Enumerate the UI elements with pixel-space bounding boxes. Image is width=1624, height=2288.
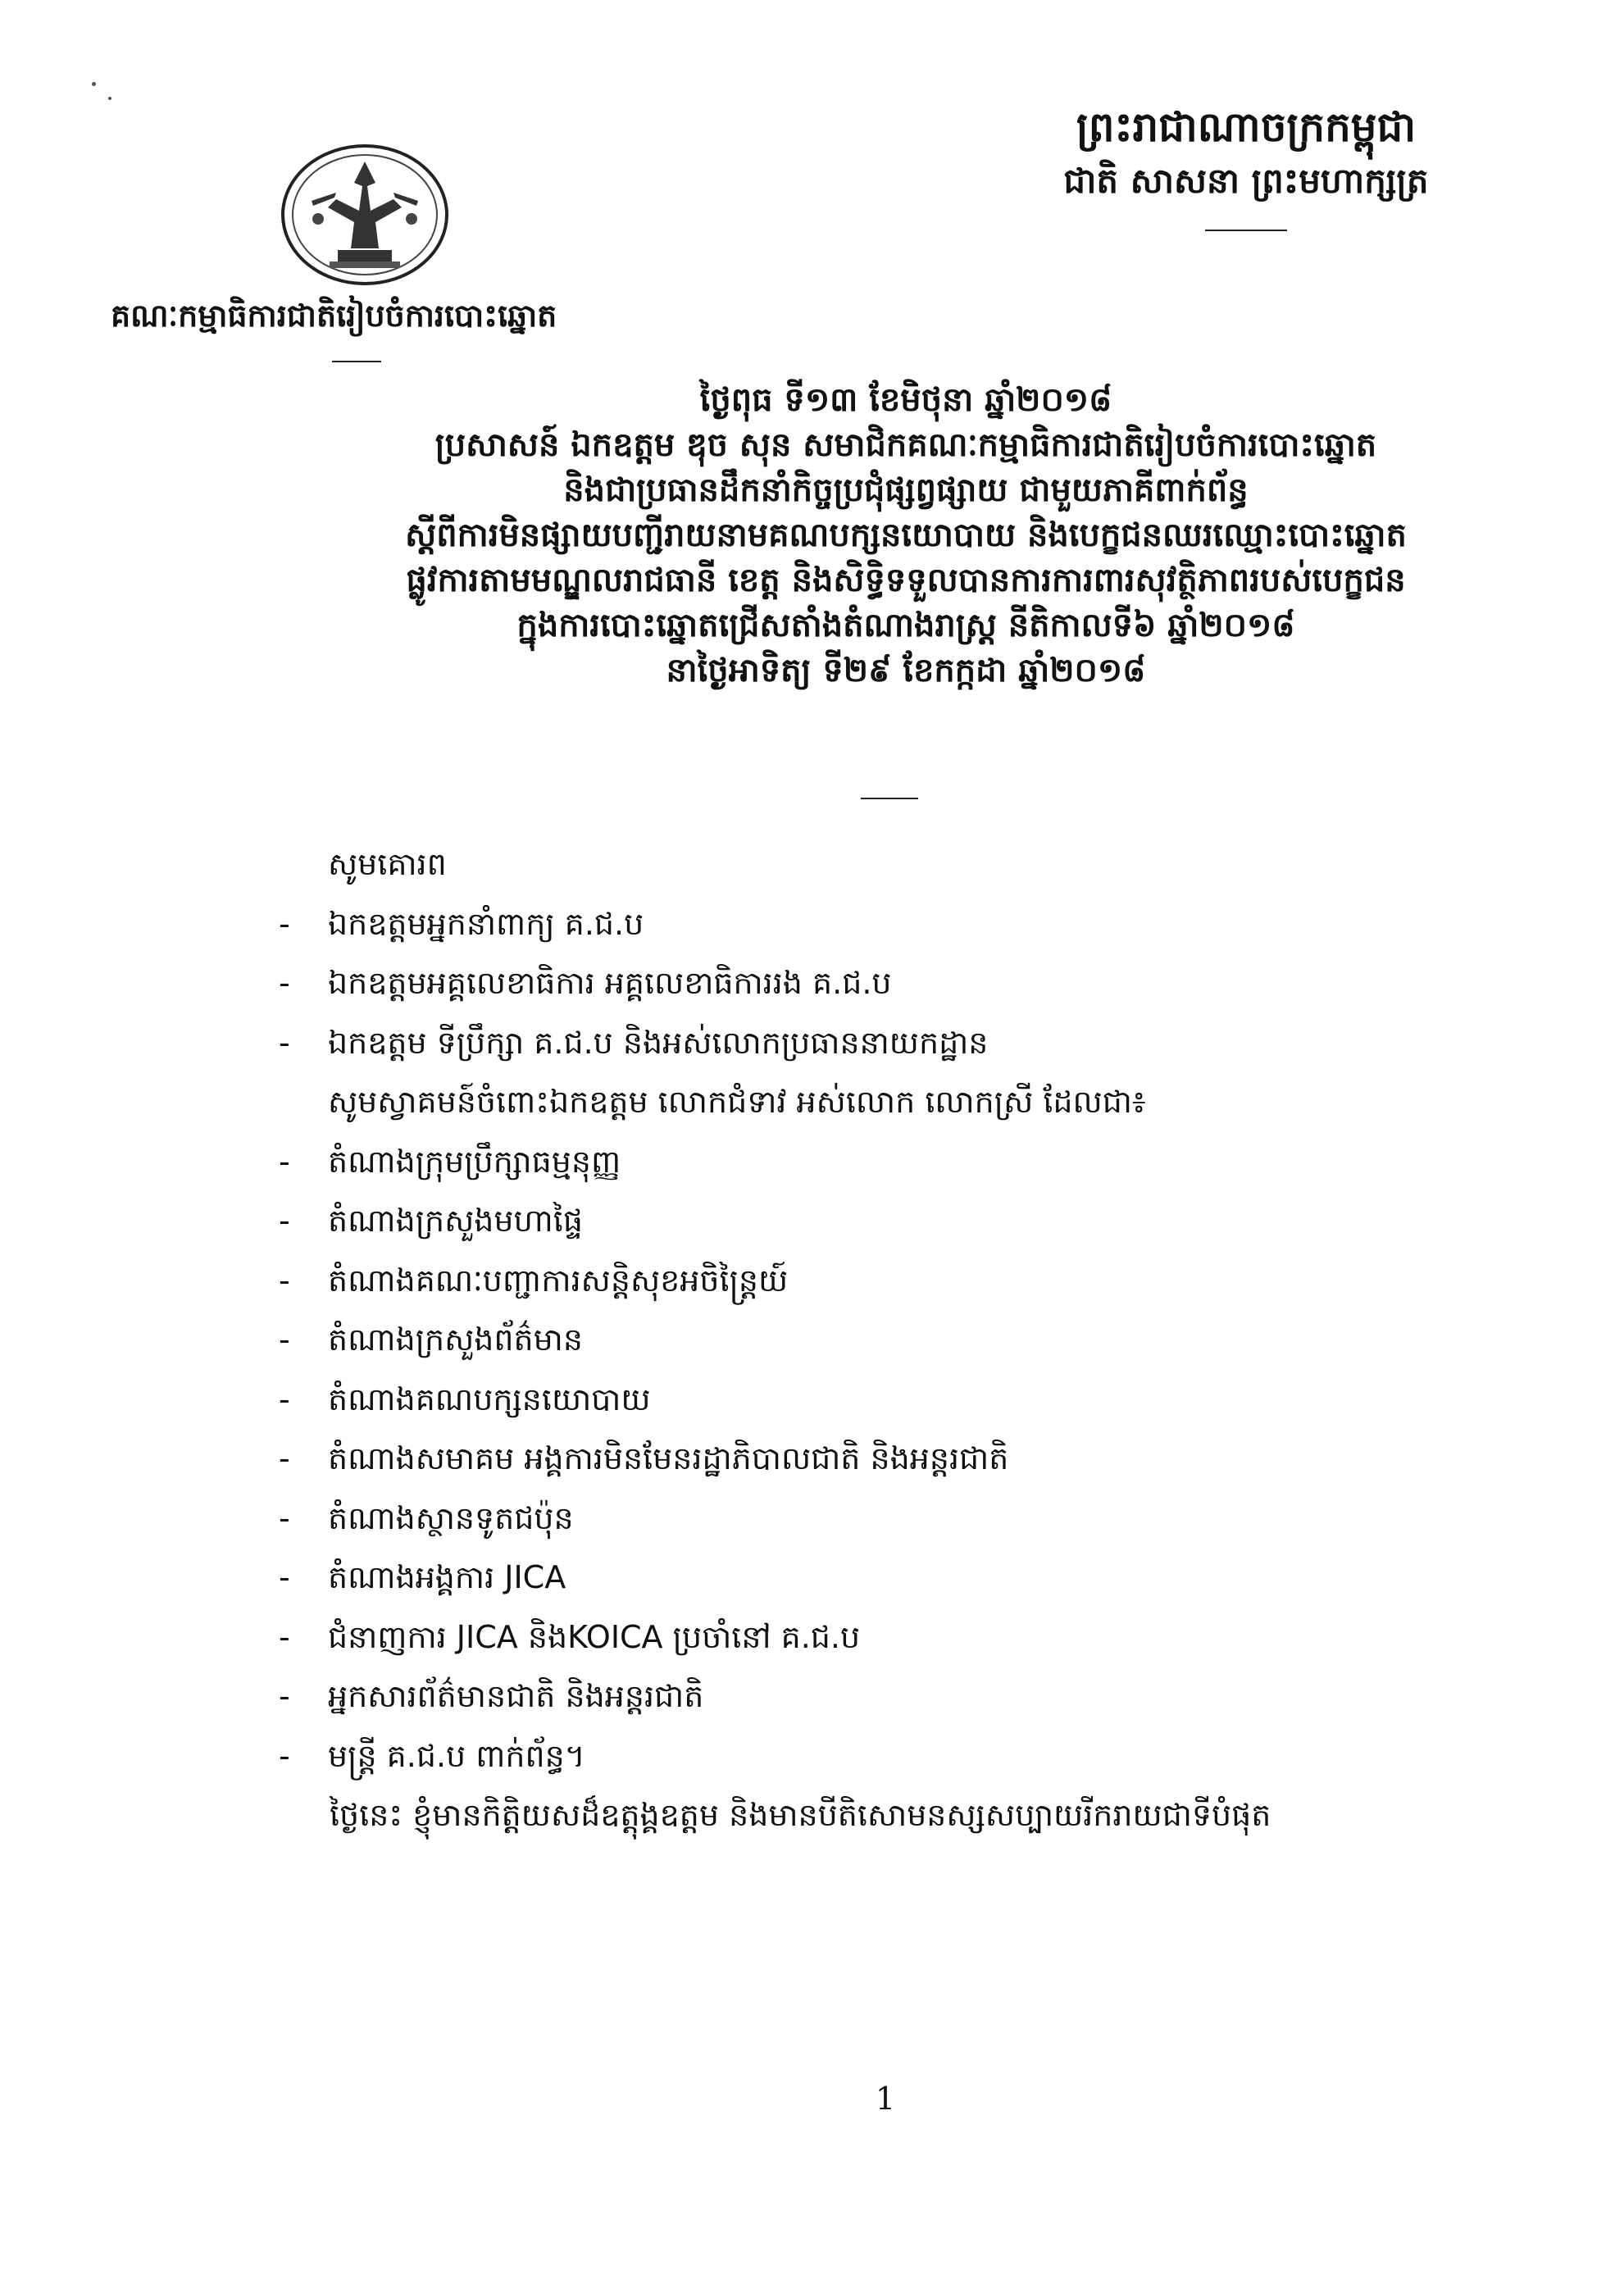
list-item: - តំណាងអង្គការ JICA bbox=[279, 1559, 566, 1595]
motto-ornament bbox=[1205, 230, 1287, 231]
agency-name: គណៈកម្មាធិការជាតិរៀបចំការបោះឆ្នោត bbox=[111, 297, 557, 334]
list-item: - តំណាងក្រសួងមហាផ្ទៃ bbox=[279, 1203, 583, 1239]
header-line: ស្តីពីការមិនផ្សាយបញ្ជីរាយនាមគណបក្សនយោបាយ និងបេក្ខជនឈរឈ្មោះបោះឆ្នោត bbox=[405, 516, 1407, 554]
scan-speck bbox=[108, 97, 111, 100]
nec-emblem-icon bbox=[279, 143, 451, 287]
header-line: ប្រសាសន៍ ឯកឧត្តម ឌុច សុន សមាជិកគណៈកម្មាធិការជាតិរៀបចំការបោះឆ្នោត bbox=[434, 425, 1377, 464]
list-item: - តំណាងគណបក្សនយោបាយ bbox=[279, 1381, 651, 1417]
header-event-date: នាថ្ងៃអាទិត្យ ទី២៩ ខែកក្កដា ឆ្នាំ២០១៨ bbox=[666, 651, 1146, 689]
header-date: ថ្ងៃពុធ ទី១៣ ខែមិថុនា ឆ្នាំ២០១៨ bbox=[699, 380, 1112, 419]
salutation: សូមគោរព bbox=[328, 846, 447, 882]
header-line: ផ្លូវការតាមមណ្ឌលរាជធានី ខេត្ត និងសិទ្ធិទទួលបានការការពារសុវត្ថិភាពរបស់បេក្ខជន bbox=[406, 561, 1406, 599]
list-item: - តំណាងក្រុមប្រឹក្សាធម្មនុញ្ញ bbox=[279, 1143, 621, 1180]
welcome-line: សូមស្វាគមន៍ចំពោះឯកឧត្តម លោកជំទាវ អស់លោក លោកស្រី ដែលជា៖ bbox=[328, 1084, 1146, 1120]
list-item: - ជំនាញការ JICA និងKOICA ប្រចាំនៅ គ.ជ.ប bbox=[279, 1618, 861, 1655]
list-item: - តំណាងគណៈបញ្ជាការសន្តិសុខអចិន្ត្រៃយ៍ bbox=[279, 1262, 789, 1299]
letterhead-motto bbox=[1000, 98, 1492, 231]
page-number: 1 bbox=[875, 2081, 896, 2117]
list-item: - មន្ត្រី គ.ជ.ប ពាក់ព័ន្ធ។ bbox=[279, 1737, 585, 1774]
list-item: - តំណាងសមាគម អង្គការមិនមែនរដ្ឋាភិបាលជាតិ និងអន្តរជាតិ bbox=[279, 1440, 1009, 1476]
list-item: - អ្នកសារព័ត៌មានជាតិ និងអន្តរជាតិ bbox=[279, 1678, 704, 1714]
list-item: - តំណាងស្ថានទូតជប៉ុន bbox=[279, 1499, 574, 1536]
list-item: - ឯកឧត្តម ទីប្រឹក្សា គ.ជ.ប និងអស់លោកប្រធាននាយកដ្ឋាន bbox=[279, 1024, 989, 1061]
header-ornament bbox=[861, 798, 918, 799]
agency-ornament bbox=[332, 361, 381, 362]
opening-paragraph: ថ្ងៃនេះ ខ្ញុំមានកិត្តិយសដ៏ឧត្តុង្គឧត្តម និងមានបីតិសោមនស្សសប្បាយរីករាយជាទីបំផុត bbox=[330, 1797, 1271, 1833]
speech-header bbox=[271, 377, 1541, 693]
header-line: និងជាប្រធានដឹកនាំកិច្ចប្រជុំផ្សព្វផ្សាយ ជាមួយភាគីពាក់ព័ន្ធ bbox=[563, 471, 1249, 509]
list-item: - តំណាងក្រសួងព័ត៌មាន bbox=[279, 1321, 583, 1358]
list-item: - ឯកឧត្តមអគ្គលេខាធិការ អគ្គលេខាធិការរង គ.ជ.ប bbox=[279, 965, 892, 1001]
motto-line: ជាតិ សាសនា ព្រះមហាក្សត្រ bbox=[1063, 161, 1429, 201]
scan-speck bbox=[92, 82, 96, 86]
list-item: - ឯកឧត្តមអ្នកនាំពាក្យ គ.ជ.ប bbox=[279, 905, 644, 942]
speech-body bbox=[279, 835, 1558, 1845]
header-line: ក្នុងការបោះឆ្នោតជ្រើសតាំងតំណាងរាស្ត្រ នីតិកាលទី៦ ឆ្នាំ២០១៨ bbox=[516, 606, 1295, 644]
kingdom-title: ព្រះរាជាណាចក្រកម្ពុជា bbox=[1076, 102, 1417, 151]
